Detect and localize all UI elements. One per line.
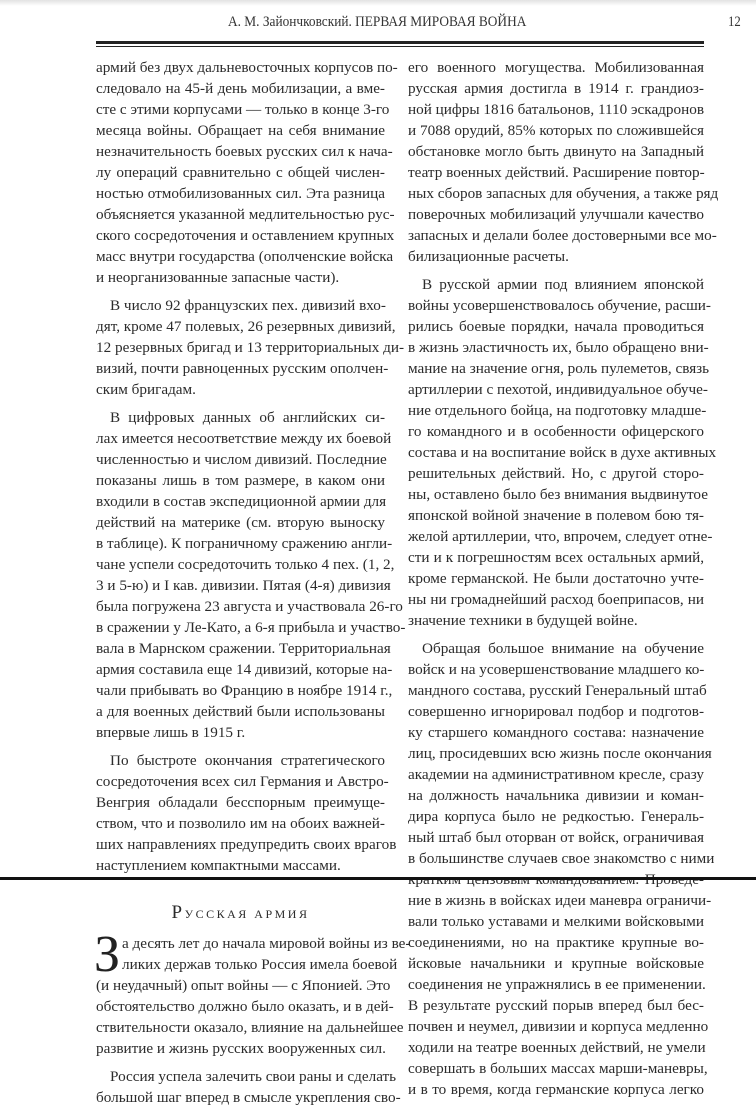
- header-rule-thin: [96, 46, 704, 47]
- text-line: В русской армии под влиянием японской: [422, 276, 704, 293]
- section-heading-cap: Р: [171, 902, 185, 923]
- text-line: академии на административном кресле, сразу: [408, 766, 704, 783]
- text-line: мание на значение огня, роль пулеметов, связь: [408, 360, 710, 377]
- text-line: сосредоточения всех сил Германия и Австро-: [96, 773, 389, 790]
- text-line: ны, оставлено было без внимания выдвинутое: [408, 486, 708, 503]
- text-line: ный штаб был оторван от войск, ограничивая: [408, 829, 704, 846]
- text-line: соединения не упражнялись в ее применении.: [408, 976, 706, 993]
- paragraph: [96, 1066, 401, 1108]
- text-line: совершенно игнорировал подбор и подготов-: [408, 703, 704, 720]
- paragraph: [408, 57, 719, 267]
- text-line: наступлением компактными массами.: [96, 857, 341, 874]
- text-line: его военного могущества. Мобилизованная: [408, 59, 704, 76]
- text-line: ликих держав только Россия имела боевой: [122, 956, 398, 973]
- text-line: объясняется указанной медлительностью рус-: [96, 206, 395, 223]
- text-line: вала в Марнском сражении. Территориальная: [96, 640, 391, 657]
- section-heading: [96, 902, 385, 923]
- paragraph: [96, 750, 397, 876]
- text-line: японской войной значение в полевом бою тя-: [408, 507, 704, 524]
- paragraph-gap: [96, 400, 385, 407]
- paragraph-gap: [96, 1059, 385, 1066]
- text-line: русская армия достигла в 1914 г. грандиоз-: [408, 80, 704, 97]
- text-line: театр военных действий. Расширение повтор-: [408, 164, 705, 181]
- text-line: билизационные расчеты.: [408, 248, 569, 265]
- text-line: обстановке могло быть двинуто на Западный: [408, 143, 704, 160]
- text-line: дят, кроме 47 полевых, 26 резервных дивизий,: [96, 318, 396, 335]
- text-line: Обращая большое внимание на обучение: [422, 640, 704, 657]
- paragraph: [408, 274, 717, 631]
- text-line: ку старшего командного состава: назначение: [408, 724, 704, 741]
- paragraph: [96, 407, 406, 743]
- text-line: 12 резервных бригад и 13 территориальных ди-: [96, 339, 405, 356]
- text-line: рились боевые порядки, начала проводиться: [408, 318, 704, 335]
- text-line: соединениями, но на практике крупные во-: [408, 934, 704, 951]
- text-line: была погружена 23 августа и участвовала 26-го: [96, 598, 403, 615]
- text-line: войск и на усовершенствование младшего ко-: [408, 661, 705, 678]
- text-line: ны ни громаднейший расход боеприпасов, ни: [408, 591, 704, 608]
- text-line: чане успели сосредоточить только 4 пех. (1, 2,: [96, 556, 395, 573]
- text-line: сте с этими корпусами — только в конце 3-го: [96, 101, 390, 118]
- page-number: 12: [728, 14, 741, 30]
- text-line: (и неудачный) опыт войны — с Японией. Это: [96, 977, 391, 994]
- text-line: в таблице). К пограничному сражению англи-: [96, 535, 393, 552]
- text-line: и 7088 орудий, 85% которых по сложившейся: [408, 122, 704, 139]
- paragraph-gap: [96, 743, 385, 750]
- text-line: Венгрия обладали бесспорным преимуще-: [96, 794, 385, 811]
- text-line: В цифровых данных об английских си-: [110, 409, 385, 426]
- text-line: действий на материке (см. вторую выноску: [96, 514, 385, 531]
- text-line: желой артиллерии, что, впрочем, следует отне-: [408, 528, 713, 545]
- paragraph-gap: [408, 267, 704, 274]
- text-line: ским бригадам.: [96, 381, 196, 398]
- text-line: численностью и числом дивизий. Последние: [96, 451, 387, 468]
- paragraph: [408, 638, 715, 1100]
- text-line: ных сборов запасных для обучения, а также ряд: [408, 185, 719, 202]
- text-line: йсковые начальники и крупные войсковые: [408, 955, 704, 972]
- text-line: ходили на театре военных действий, не умели: [408, 1039, 706, 1056]
- right-column: [408, 57, 719, 1100]
- text-line: визий, почти равноценных русским ополчен-: [96, 360, 389, 377]
- text-line: ством, что и позволило им на обоих важней-: [96, 815, 385, 832]
- text-line: входили в состав экспедиционной армии для: [96, 493, 387, 510]
- text-line: масс внутри государства (ополченские войска: [96, 248, 394, 265]
- text-line: армий без двух дальневосточных корпусов по-: [96, 59, 398, 76]
- text-line: ние отдельного бойца, на подготовку младше-: [408, 402, 707, 419]
- text-line: ших направлениях предупредить своих врагов: [96, 836, 397, 853]
- text-line: В число 92 французских пех. дивизий вхо-: [110, 297, 386, 314]
- text-line: мандного состава, русский Генеральный штаб: [408, 682, 707, 699]
- paragraph: [94, 926, 411, 1059]
- running-header-title: А. М. Зайончковский. ПЕРВАЯ МИРОВАЯ ВОЙНА: [228, 14, 527, 30]
- text-line: в жизнь эластичность их, было обращено вни-: [408, 339, 709, 356]
- text-line: ского сосредоточения и оставлением крупных: [96, 227, 395, 244]
- text-line: ствительности оказало, влияние на дальнейшее: [96, 1019, 404, 1036]
- text-line: значение техники в будущей войне.: [408, 612, 638, 629]
- text-line: лу операций сравнительно с общей числен-: [96, 164, 385, 181]
- section-heading-rest: УССКАЯ АРМИЯ: [184, 907, 310, 921]
- text-line: запасных и делали более достоверными все мо-: [408, 227, 717, 244]
- text-line: следовало на 45-й день мобилизации, а вме-: [96, 80, 385, 97]
- text-line: ностью отмобилизованных сил. Эта разница: [96, 185, 385, 202]
- text-line: месяца войны. Обращает на себя внимание: [96, 122, 385, 139]
- text-line: а для военных действий были использованы: [96, 703, 385, 720]
- paragraph-gap: [96, 288, 385, 295]
- text-line: сти и к погрешностям всех остальных армий,: [408, 549, 704, 566]
- text-line: артиллерии с пехотой, индивидуальное обуче-: [408, 381, 708, 398]
- text-line: ной цифры 1816 батальонов, 1110 эскадронов: [408, 101, 704, 118]
- text-line: дира корпуса было не редкостью. Генераль-: [408, 808, 704, 825]
- paragraph-gap: [408, 631, 704, 638]
- text-line: поверочных мобилизаций улучшали качество: [408, 206, 704, 223]
- text-line: ние в жизнь в войсках идеи маневра ограничи-: [408, 892, 712, 909]
- text-line: незначительность боевых русских сил к нача-: [96, 143, 393, 160]
- text-line: совершать в больших массах марши-маневры,: [408, 1060, 708, 1077]
- text-line: показаны лишь в том размере, в каком они: [96, 472, 385, 489]
- text-line: развитие и жизнь русских вооруженных сил.: [96, 1040, 386, 1057]
- text-line: В результате русский порыв вперед был бес-: [408, 997, 704, 1014]
- text-line: Россия успела залечить свои раны и сделать: [110, 1068, 397, 1085]
- text-line: го командного и в особенности офицерского: [408, 423, 704, 440]
- text-line: впервые лишь в 1915 г.: [96, 724, 246, 741]
- text-line: в сражении у Ле-Като, а 6-я прибыла и участво-: [96, 619, 406, 636]
- text-line: решительных действий. Но, с другой сторо-: [408, 465, 704, 482]
- drop-cap: З: [94, 926, 121, 983]
- text-line: чали прибывать во Францию в ноябре 1914 г.,: [96, 682, 393, 699]
- text-line: большой шаг вперед в смысле укрепления сво-: [96, 1089, 401, 1106]
- text-line: армия составила еще 14 дивизий, которые на-: [96, 661, 393, 678]
- text-line: на должность начальника дивизии и коман-: [408, 787, 704, 804]
- header-rule-thick: [96, 41, 704, 44]
- text-line: обстоятельство должно было оказать, и в дей-: [96, 998, 394, 1015]
- text-line: войны усовершенствовалось обучение, расши-: [408, 297, 711, 314]
- text-line: почвен и неумел, дивизии и корпуса медленно: [408, 1018, 709, 1035]
- paragraph: [96, 295, 405, 400]
- text-line: и неорганизованные запасные части).: [96, 269, 340, 286]
- left-column: [94, 57, 411, 1108]
- viewer-top-shadow: [0, 0, 756, 6]
- text-line: По быстроте окончания стратегического: [110, 752, 385, 769]
- text-line: состава и на воспитание войск в духе активных: [408, 444, 717, 461]
- text-line: и в то время, когда германские корпуса легко: [408, 1081, 704, 1098]
- text-line: лиц, просидевших всю жизнь после окончания: [408, 745, 712, 762]
- text-line: лах имеется несоответствие между их боевой: [96, 430, 392, 447]
- text-line: вали только уставами и мелкими войсковыми: [408, 913, 704, 930]
- text-line: а десять лет до начала мировой войны из ве-: [122, 935, 411, 952]
- text-line: 3 и 5-ю) и I кав. дивизии. Пятая (4-я) дивизия: [96, 577, 391, 594]
- paragraph: [96, 57, 398, 288]
- text-line: кроме германской. Не были достаточно учте-: [408, 570, 704, 587]
- text-line: в большинстве случаев свое знакомство с ними: [408, 850, 715, 867]
